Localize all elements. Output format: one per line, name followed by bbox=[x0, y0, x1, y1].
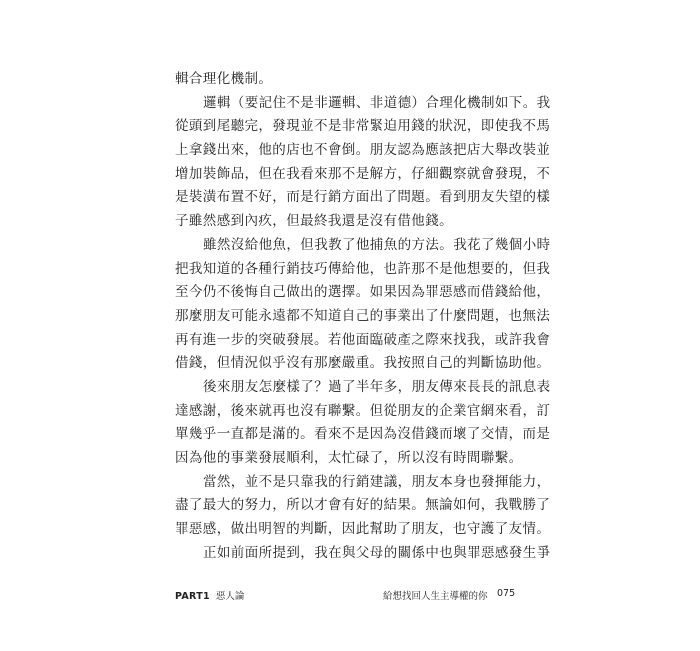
text-line: 正如前面所提到，我在與父母的關係中也與罪惡感發生爭 bbox=[203, 544, 551, 561]
text-line: 後來朋友怎麼樣了？過了半年多，朋友傳來長長的訊息表 bbox=[203, 378, 551, 395]
text-line: 當然，並不是只靠我的行銷建議，朋友本身也發揮能力， bbox=[203, 473, 551, 490]
footer-section bbox=[175, 588, 244, 602]
text-line: 是裝潢布置不好，而是行銷方面出了問題。看到朋友失望的樣 bbox=[175, 189, 551, 206]
text-line: 從頭到尾聽完，發現並不是非常緊迫用錢的狀況，即使我不馬 bbox=[175, 118, 551, 135]
text-line: 單幾乎一直都是滿的。看來不是因為沒借錢而壞了交情，而是 bbox=[175, 426, 551, 443]
page-number: 075 bbox=[497, 588, 516, 599]
text-line: 罪惡感，做出明智的判斷，因此幫助了朋友，也守護了友情。 bbox=[175, 521, 551, 538]
text-line: 盡了最大的努力，所以才會有好的結果。無論如何，我戰勝了 bbox=[175, 497, 551, 514]
text-line: 借錢，但情況似乎沒有那麼嚴重。我按照自己的判斷協助他。 bbox=[175, 355, 551, 372]
text-line: 上拿錢出來，他的店也不會倒。朋友認為應該把店大舉改裝並 bbox=[175, 142, 551, 159]
text-line: 邏輯（要記住不是非邏輯、非道德）合理化機制如下。我 bbox=[203, 94, 551, 111]
text-line: 因為他的事業發展順利，太忙碌了，所以沒有時間聯繫。 bbox=[175, 450, 523, 466]
text-line: 再有進一步的突破發展。若他面臨破產之際來找我，或許我會 bbox=[175, 331, 551, 348]
footer-book-title: 給想找回人生主導權的你 bbox=[383, 591, 488, 602]
text-line: 達感謝，後來就再也沒有聯繫。但從朋友的企業官網來看，訂 bbox=[175, 402, 551, 419]
text-line: 子雖然感到內疚，但最終我還是沒有借他錢。 bbox=[175, 213, 453, 230]
text-line: 雖然沒給他魚，但我教了他捕魚的方法。我花了幾個小時 bbox=[203, 236, 551, 253]
text-line: 輯合理化機制。 bbox=[175, 71, 273, 87]
text-line: 把我知道的各種行銷技巧傳給他，也許那不是他想要的，但我 bbox=[175, 260, 551, 277]
text-line: 至今仍不後悔自己做出的選擇。如果因為罪惡感而借錢給他， bbox=[175, 284, 551, 301]
body-text bbox=[175, 68, 551, 565]
footer-part-label: PART1 bbox=[175, 591, 210, 602]
text-line: 那麼朋友可能永遠都不知道自己的事業出了什麼問題，也無法 bbox=[175, 307, 551, 324]
text-line: 增加裝飾品，但在我看來那不是解方，仔細觀察就會發現，不 bbox=[175, 165, 551, 182]
footer-section-title: 惡人論 bbox=[215, 591, 245, 602]
